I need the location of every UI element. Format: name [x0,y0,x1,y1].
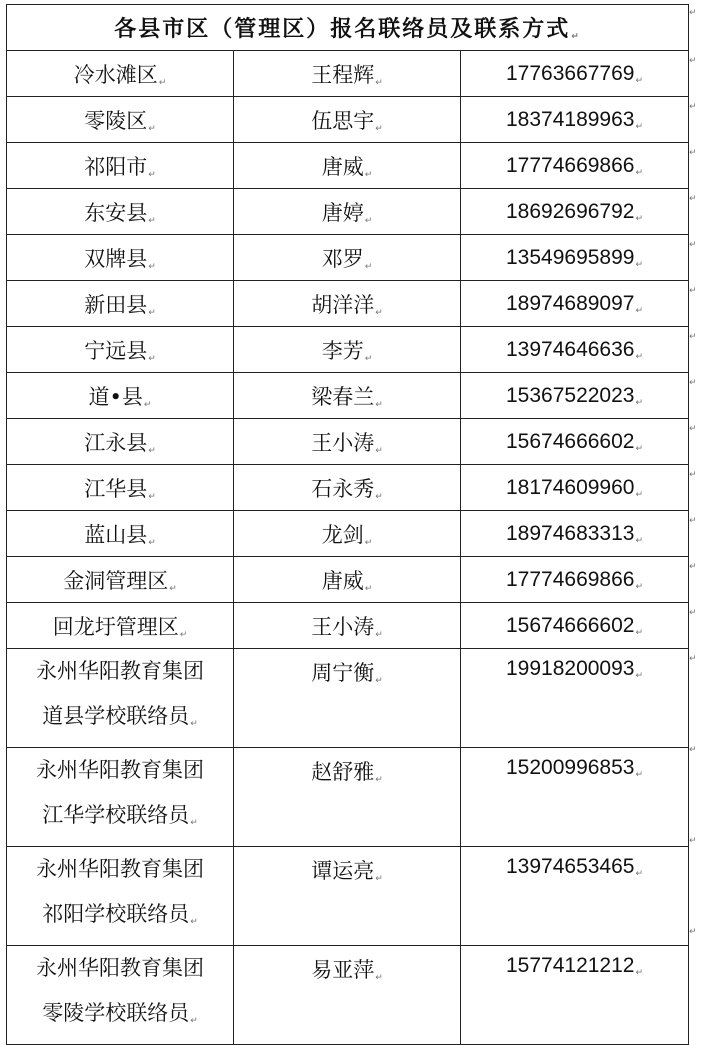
paragraph-mark-icon: ↵ [375,629,383,640]
unit-text: 东安县 [84,200,148,225]
paragraph-mark-icon: ↵ [571,32,581,42]
phone-cell [461,946,689,1045]
paragraph-mark-icon: ↵ [635,351,644,362]
unit-cell [7,327,234,373]
paragraph-mark-icon: ↵ [375,445,383,456]
unit-cell [7,649,234,748]
name-text: 唐威 [321,154,364,179]
name-cell [234,465,461,511]
row-end-mark-icon: ↵ [689,240,697,250]
table-row [7,235,689,281]
paragraph-mark-icon: ↵ [148,123,156,134]
name-text: 唐威 [321,568,364,593]
table-row [7,97,689,143]
row-end-mark-icon: ↵ [689,378,697,388]
name-cell [234,847,461,946]
paragraph-mark-icon: ↵ [190,719,198,729]
table-row [7,511,689,557]
phone-cell [461,327,689,373]
paragraph-mark-icon: ↵ [635,671,644,681]
unit-line-2: 零陵学校联络员 [42,1001,190,1025]
phone-text: 15774121212 [506,954,635,977]
unit-cell [7,51,234,97]
unit-cell [7,281,234,327]
paragraph-mark-icon: ↵ [635,581,644,592]
paragraph-mark-icon: ↵ [375,307,383,318]
name-text: 伍思宇 [311,108,375,133]
table-row [7,419,689,465]
phone-cell [461,847,689,946]
contact-table [6,4,689,1045]
phone-text: 15200996853 [506,756,635,779]
paragraph-mark-icon: ↵ [364,353,373,364]
table-row [7,189,689,235]
phone-cell [461,373,689,419]
phone-text: 18692696792 [506,199,635,223]
name-cell [234,946,461,1045]
table-row [7,373,689,419]
phone-text: 13974646636 [506,337,635,361]
paragraph-mark-icon: ↵ [375,973,383,983]
table-row-school [7,946,689,1045]
phone-cell [461,557,689,603]
unit-text: 新田县 [84,292,148,317]
unit-cell [7,419,234,465]
unit-text: 道•县 [88,384,143,409]
name-text: 梁春兰 [311,384,375,409]
table-row [7,281,689,327]
name-cell [234,143,461,189]
unit-text: 江永县 [84,430,148,455]
unit-cell [7,748,234,847]
phone-text: 19918200093 [506,657,635,680]
unit-cell [7,847,234,946]
unit-line-2-wrap [7,991,233,1044]
row-end-mark-icon: ↵ [689,516,697,526]
paragraph-mark-icon: ↵ [635,770,644,780]
name-text: 王程辉 [311,62,375,87]
unit-cell [7,603,234,649]
unit-text: 金洞管理区 [63,568,169,593]
phone-text: 17774669866 [506,153,635,177]
phone-cell [461,281,689,327]
phone-text: 15674666602 [506,429,635,453]
name-text: 石永秀 [311,476,375,501]
phone-cell [461,748,689,847]
name-text: 龙剑 [321,522,364,547]
row-end-mark-icon: ↵ [689,562,697,572]
unit-line-2-wrap [7,793,233,846]
name-cell [234,97,461,143]
unit-text: 零陵区 [84,108,148,133]
paragraph-mark-icon: ↵ [635,259,644,270]
row-end-mark-icon: ↵ [689,8,697,18]
row-end-mark-icon: ↵ [689,470,697,480]
paragraph-mark-icon: ↵ [190,917,198,927]
unit-text: 宁远县 [84,338,148,363]
table-title [7,5,689,51]
paragraph-mark-icon: ↵ [179,629,188,640]
row-end-mark-icon: ↵ [689,608,697,618]
phone-text: 13549695899 [506,245,635,269]
phone-cell [461,97,689,143]
paragraph-mark-icon: ↵ [375,123,383,134]
name-cell [234,373,461,419]
unit-cell [7,235,234,281]
unit-line-2: 道县学校联络员 [42,704,190,728]
row-end-mark-icon: ↵ [689,745,697,755]
unit-line-1: 永州华阳教育集团 [36,956,204,980]
unit-line-1: 永州华阳教育集团 [36,758,204,782]
unit-cell [7,189,234,235]
name-cell [234,511,461,557]
row-end-mark-icon: ↵ [689,56,697,66]
paragraph-mark-icon: ↵ [635,213,644,224]
paragraph-mark-icon: ↵ [635,968,644,978]
name-cell [234,557,461,603]
name-text: 唐婷 [321,200,364,225]
paragraph-mark-icon: ↵ [148,307,156,318]
paragraph-mark-icon: ↵ [635,535,644,546]
unit-cell [7,511,234,557]
unit-cell [7,557,234,603]
row-end-mark-icon: ↵ [689,194,697,204]
phone-cell [461,649,689,748]
paragraph-mark-icon: ↵ [635,443,644,454]
table-row [7,465,689,511]
row-end-mark-icon: ↵ [689,332,697,342]
paragraph-mark-icon: ↵ [375,399,383,410]
table-row-school [7,847,689,946]
name-text: 周宁衡 [311,661,375,685]
paragraph-mark-icon: ↵ [158,77,167,88]
table-row [7,557,689,603]
paragraph-mark-icon: ↵ [635,167,644,178]
unit-line-2: 祁阳学校联络员 [42,902,190,926]
unit-text: 祁阳市 [84,154,148,179]
unit-cell [7,143,234,189]
paragraph-mark-icon: ↵ [635,627,644,638]
table-row [7,603,689,649]
paragraph-mark-icon: ↵ [375,491,383,502]
paragraph-mark-icon: ↵ [635,121,644,132]
unit-line-1: 永州华阳教育集团 [36,659,204,683]
row-end-mark-icon: ↵ [689,836,697,846]
unit-line-2: 江华学校联络员 [42,803,190,827]
paragraph-mark-icon: ↵ [190,1016,198,1026]
name-cell [234,281,461,327]
table-row [7,51,689,97]
row-end-mark-icon: ↵ [689,424,697,434]
paragraph-mark-icon: ↵ [143,399,152,410]
phone-text: 18374189963 [506,107,635,131]
name-text: 王小涛 [311,430,375,455]
row-end-mark-icon: ↵ [689,148,697,158]
phone-text: 17763667769 [506,61,635,85]
phone-cell [461,235,689,281]
paragraph-mark-icon: ↵ [364,537,373,548]
name-text: 邓罗 [321,246,364,271]
phone-text: 15674666602 [506,613,635,637]
table-title-text: 各县市区（管理区）报名联络员及联系方式 [114,16,571,42]
phone-cell [461,51,689,97]
paragraph-mark-icon: ↵ [148,445,156,456]
name-cell [234,603,461,649]
name-text: 谭运亮 [311,859,375,883]
paragraph-mark-icon: ↵ [635,489,644,500]
paragraph-mark-icon: ↵ [148,537,156,548]
paragraph-mark-icon: ↵ [148,215,156,226]
paragraph-mark-icon: ↵ [169,583,177,594]
table-row [7,327,689,373]
phone-cell [461,465,689,511]
phone-text: 18974683313 [506,521,635,545]
name-cell [234,235,461,281]
table-row-school [7,649,689,748]
table-row-school [7,748,689,847]
phone-text: 17774669866 [506,567,635,591]
row-end-mark-icon: ↵ [689,654,697,664]
paragraph-mark-icon: ↵ [375,775,383,785]
paragraph-mark-icon: ↵ [148,169,156,180]
unit-line-1: 永州华阳教育集团 [36,857,204,881]
phone-cell [461,603,689,649]
unit-text: 江华县 [84,476,148,501]
row-end-mark-icon: ↵ [689,102,697,112]
unit-text: 冷水滩区 [73,62,158,87]
paragraph-mark-icon: ↵ [364,169,373,180]
name-cell [234,327,461,373]
name-text: 胡洋洋 [311,292,375,317]
paragraph-mark-icon: ↵ [375,77,383,88]
name-cell [234,189,461,235]
paragraph-mark-icon: ↵ [364,583,373,594]
name-cell [234,748,461,847]
name-text: 李芳 [321,338,364,363]
unit-cell [7,946,234,1045]
paragraph-mark-icon: ↵ [148,353,156,364]
unit-cell [7,97,234,143]
unit-cell [7,465,234,511]
unit-cell [7,373,234,419]
phone-text: 18174609960 [506,475,635,499]
unit-line-2-wrap [7,694,233,747]
phone-cell [461,143,689,189]
phone-cell [461,511,689,557]
paragraph-mark-icon: ↵ [635,869,644,879]
paragraph-mark-icon: ↵ [635,397,644,408]
phone-cell [461,419,689,465]
unit-text: 回龙圩管理区 [52,614,179,639]
paragraph-mark-icon: ↵ [375,874,383,884]
row-end-mark-icon: ↵ [689,927,697,937]
paragraph-mark-icon: ↵ [148,261,156,272]
paragraph-mark-icon: ↵ [375,676,383,686]
paragraph-mark-icon: ↵ [148,491,156,502]
name-text: 易亚萍 [311,958,375,982]
phone-text: 15367522023 [506,383,635,407]
phone-text: 13974653465 [506,855,635,878]
name-cell [234,649,461,748]
paragraph-mark-icon: ↵ [190,818,198,828]
unit-line-2-wrap [7,892,233,945]
name-cell [234,51,461,97]
unit-text: 双牌县 [84,246,148,271]
table-row [7,143,689,189]
name-text: 赵舒雅 [311,760,375,784]
row-end-mark-icon: ↵ [689,286,697,296]
paragraph-mark-icon: ↵ [635,75,644,86]
phone-text: 18974689097 [506,291,635,315]
paragraph-mark-icon: ↵ [364,261,373,272]
paragraph-mark-icon: ↵ [635,305,644,316]
unit-text: 蓝山县 [84,522,148,547]
name-text: 王小涛 [311,614,375,639]
name-cell [234,419,461,465]
paragraph-mark-icon: ↵ [364,215,373,226]
phone-cell [461,189,689,235]
row-end-marks [689,0,701,1013]
